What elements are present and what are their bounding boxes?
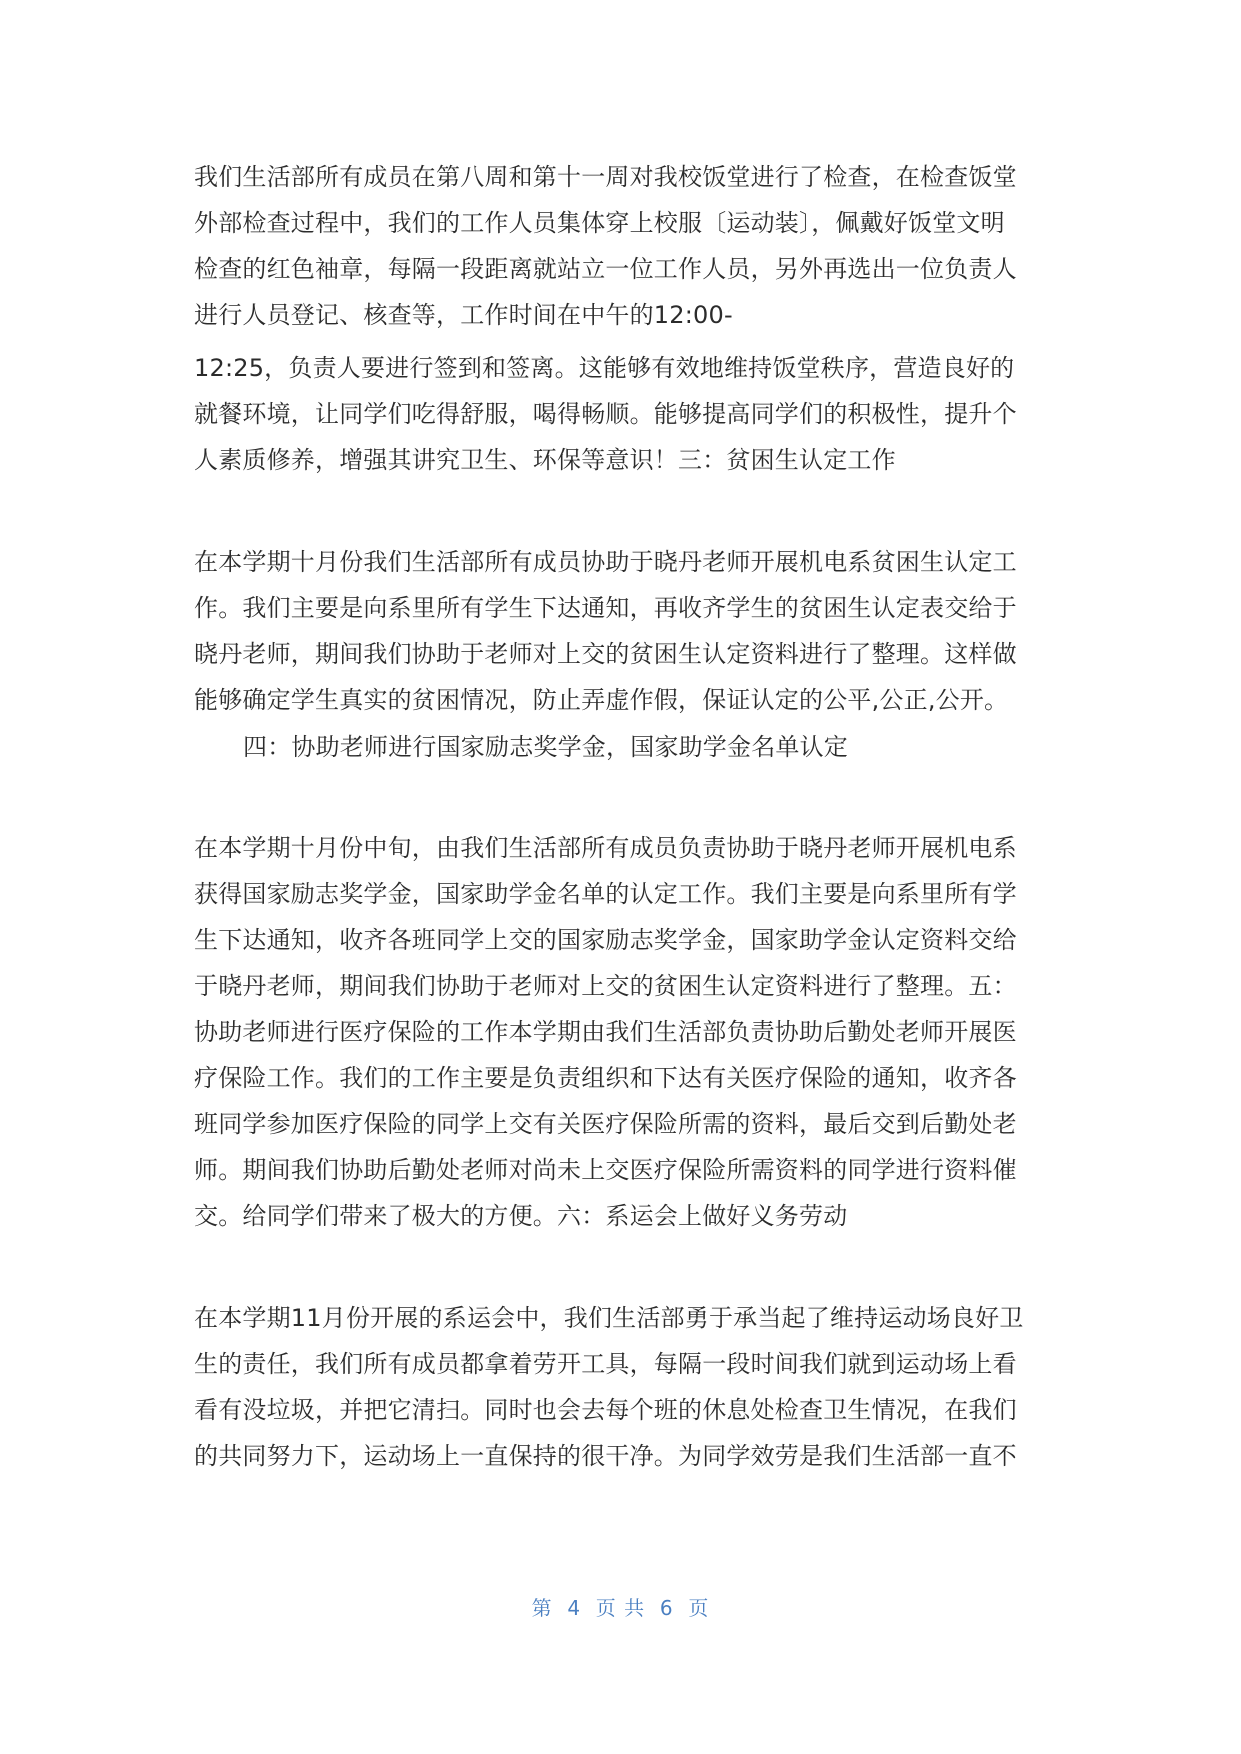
text-line: 生下达通知，收齐各班同学上交的国家励志奖学金，国家助学金认定资料交给 [194, 926, 1017, 954]
text-line: 我们生活部所有成员在第八周和第十一周对我校饭堂进行了检查，在检查饭堂 [194, 163, 1017, 191]
text-line: 进行人员登记、核查等，工作时间在中午的12:00- [194, 301, 733, 329]
text-line: 人素质修养，增强其讲究卫生、环保等意识！三：贫困生认定工作 [194, 446, 896, 474]
text-line: 班同学参加医疗保险的同学上交有关医疗保险所需的资料，最后交到后勤处老 [194, 1110, 1017, 1138]
text-line: 生的责任，我们所有成员都拿着劳开工具，每隔一段时间我们就到运动场上看 [194, 1350, 1017, 1378]
page-number-footer: 第 4 页 共 6 页 [531, 1596, 710, 1620]
text-line: 疗保险工作。我们的工作主要是负责组织和下达有关医疗保险的通知，收齐各 [194, 1064, 1017, 1092]
text-line: 的共同努力下，运动场上一直保持的很干净。为同学效劳是我们生活部一直不 [194, 1442, 1017, 1470]
text-line: 就餐环境，让同学们吃得舒服，喝得畅顺。能够提高同学们的积极性，提升个 [194, 400, 1017, 428]
text-line: 交。给同学们带来了极大的方便。六：系运会上做好义务劳动 [194, 1202, 848, 1230]
section-heading: 四：协助老师进行国家励志奖学金，国家助学金名单认定 [243, 733, 848, 761]
text-line: 检查的红色袖章，每隔一段距离就站立一位工作人员，另外再选出一位负责人 [194, 255, 1017, 283]
text-line: 获得国家励志奖学金，国家助学金名单的认定工作。我们主要是向系里所有学 [194, 880, 1017, 908]
text-line: 在本学期十月份中旬，由我们生活部所有成员负责协助于晓丹老师开展机电系 [194, 834, 1017, 862]
text-line: 外部检查过程中，我们的工作人员集体穿上校服〔运动装〕，佩戴好饭堂文明 [194, 209, 1005, 237]
text-line: 师。期间我们协助后勤处老师对尚未上交医疗保险所需资料的同学进行资料催 [194, 1156, 1017, 1184]
text-line: 看有没垃圾，并把它清扫。同时也会去每个班的休息处检查卫生情况，在我们 [194, 1396, 1017, 1424]
text-line: 协助老师进行医疗保险的工作本学期由我们生活部负责协助后勤处老师开展医 [194, 1018, 1017, 1046]
text-line: 于晓丹老师，期间我们协助于老师对上交的贫困生认定资料进行了整理。五： [194, 972, 1017, 1000]
text-line: 作。我们主要是向系里所有学生下达通知，再收齐学生的贫困生认定表交给于 [194, 594, 1017, 622]
text-line: 在本学期十月份我们生活部所有成员协助于晓丹老师开展机电系贫困生认定工 [194, 548, 1017, 576]
text-line: 12:25，负责人要进行签到和签离。这能够有效地维持饭堂秩序，营造良好的 [194, 354, 1015, 382]
text-line: 在本学期11月份开展的系运会中，我们生活部勇于承当起了维持运动场良好卫 [194, 1304, 1024, 1332]
text-line: 晓丹老师，期间我们协助于老师对上交的贫困生认定资料进行了整理。这样做 [194, 640, 1017, 668]
text-line: 能够确定学生真实的贫困情况，防止弄虚作假，保证认定的公平,公正,公开。 [194, 686, 1009, 714]
